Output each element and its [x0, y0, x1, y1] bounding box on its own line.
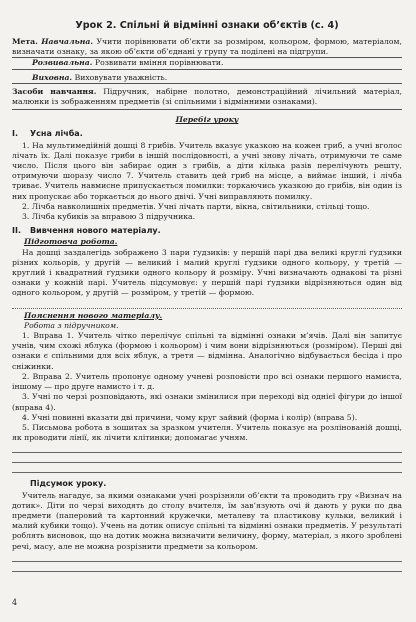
paragraph: 2. Вправа 2. Учитель пропонує одному учневі розповісти про всі ознаки першого намиста, іншому — про друге намисто і т. д. — [12, 371, 402, 392]
paragraph: 3. Учні по черзі розповідають, які ознаки змінилися при переході від однієї фігури до іншої (вправа 4). — [12, 392, 402, 412]
lesson-title: Урок 2. Спільні й відмінні ознаки об’єктів (с. 4) — [75, 20, 339, 31]
subheading: Пояснення нового матеріалу. — [24, 310, 163, 320]
paragraph: 2. Лічба навколишніх предметів. Учні лічать парти, вікна, світильники, стільці тощо. — [22, 201, 370, 211]
upbringing-label: Виховна. — [32, 72, 73, 82]
rule-line — [12, 83, 402, 84]
subheading-italic: Робота з підручником. — [24, 320, 119, 330]
section-number: І. — [12, 129, 19, 139]
paragraph: 1. На мультимедійній дошці 8 грибів. Учитель вказує указкою на кожен гриб, а учні вголос лічать їх. Далі показує гриби в іншій послідовності, а учні знову лічать, отримуючи те саме число. Після цього він забирає один з грибів, а діти кілька разів перелічують решту, отримуючи шоразу число 7. Учитель ставить цей гриб на місце, а виймає інший, і лічба триває. Учитель навмисне припускається помилки: торкаючись указкою до грибів, він один із них пропускає або торкається до нього двічі. Учні виправляють помилку. — [12, 140, 402, 201]
section-number: ІІ. — [12, 226, 21, 236]
paragraph: 3. Лічба кубиків за вправою 3 підручника. — [22, 212, 196, 222]
writing-line — [12, 443, 402, 453]
page-number: 4 — [12, 597, 18, 607]
section-title: Вивчення нового матеріалу. — [30, 226, 161, 236]
subheading: Підготовча робота. — [24, 237, 118, 247]
paragraph: 5. Письмова робота в зошитах за зразком учителя. Учитель показує на розлінованій дошці, як проводити лінії, як лічити клітинки; допомагає учням. — [12, 422, 402, 443]
upbringing-text: Виховувати уважність. — [74, 72, 168, 82]
section-heading-2 — [12, 226, 402, 236]
lesson-header — [12, 37, 402, 110]
paragraph: На дошці заздалегідь зображено 3 пари ґудзиків: у першій парі два великі круглі ґудзики різних кольорів, у другій — великий і малий круглі ґудзики одного кольору, у третій — круглий і квадратний ґудзики одного кольору й розміру. Учні визначають однакові та різні ознаки у кожній парі. Учитель підсумовує: у першій парі ґудзики відрізняються один від одного кольором, у другій — розміром, у третій — формою. — [12, 247, 402, 298]
writing-line — [12, 453, 402, 463]
section-title: Усна лічба. — [30, 129, 83, 139]
rule-line — [12, 69, 402, 70]
paragraph: 1. Вправа 1. Учитель чітко перелічує спільні та відмінні ознаки м’ячів. Далі він запитує учнів, чим схожі яблука (формою і кольором) і чим вони відрізняються (розміром). Перші дві ознаки є спільними для всіх яблук, а третя — відмінна. Аналогічно відбувається бесіда і про сніжинки. — [12, 331, 402, 371]
writing-line — [12, 552, 402, 562]
paragraph: Учитель нагадує, за якими ознаками учні розрізняли об’єкти та проводить гру «Визнач на дотик». Діти по черзі виходять до столу вчителя, їм зав’язують очі й дають у руки по два предмети (паперовий та картонний кружечки, металеву та пластикову кульки, великий і малий кубики тощо). Учень на дотик описує спільні та відмінні ознаки предметів. У результаті роблять висновок, що на дотик можна визначити величину, форму, матеріал, з якого зроблені речі, масу, але не можна розрізнити предмети за кольором. — [12, 490, 402, 551]
goal-developmental — [12, 58, 402, 68]
course-heading: Перебіг уроку — [175, 115, 239, 125]
paragraph: 4. Учні повинні вказати дві причини, чому круг зайвий (форма і колір) (вправа 5). — [22, 412, 358, 422]
writing-line — [12, 299, 402, 309]
writing-line — [12, 463, 402, 473]
educational-label: Навчальна. — [41, 37, 93, 46]
rule-line — [12, 109, 402, 110]
educational-text: Учити порівнювати об’єкти за розміром, кольором, формою, матеріалом, визначати ознаку, за якою об’єкти об’єднані у групу та поділені на підгрупи. — [12, 37, 402, 57]
developmental-label: Розвивальна. — [32, 58, 93, 68]
goal-upbringing — [12, 73, 402, 83]
section-heading-3 — [12, 479, 402, 489]
equipment-label: Засоби навчання. — [12, 86, 97, 96]
section-heading-1 — [12, 129, 402, 139]
goal-label: Мета. — [12, 37, 38, 46]
equipment-text: Підручник, набірне полотно, демонстраційний лічильний матеріал, малюнки із зображенням предметів (зі спільними і відмінними ознаками). — [12, 86, 402, 107]
section-title: Підсумок уроку. — [30, 479, 107, 489]
developmental-text: Розвивати вміння порівнювати. — [94, 58, 224, 68]
equipment — [12, 87, 402, 107]
goal-educational — [12, 37, 402, 57]
writing-line — [12, 562, 402, 572]
